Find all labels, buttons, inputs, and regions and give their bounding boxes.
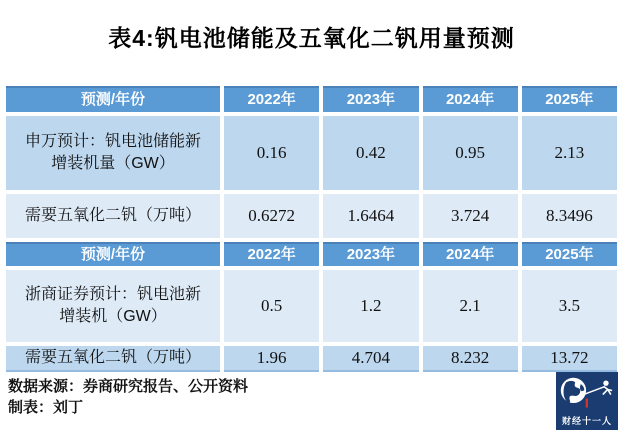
forecast-table [6,86,617,372]
table1-row1-label-line1: 申万预计：钒电池储能新 [24,133,201,151]
table1-row2-value-2023: 1.6464 [323,194,418,238]
table2-row1-value-2023: 1.2 [323,270,418,342]
table1-row1-value-2022: 0.16 [224,116,319,190]
table1-row1-label-line2: 增装机量（GW） [51,155,175,172]
table2-header-2023: 2023年 [323,242,418,266]
table2-row1-value-2025: 3.5 [522,270,617,342]
table1-row2-value-2022: 0.6272 [224,194,319,238]
table2-row2-value-2024: 8.232 [423,346,518,372]
table2-header-2025: 2025年 [522,242,617,266]
table1-row1-value-2025: 2.13 [522,116,617,190]
table1-row2-value-2025: 8.3496 [522,194,617,238]
caijing-eleven-logo [556,372,618,430]
table2-header-label: 预测/年份 [6,242,220,266]
table2-row1-label [6,270,220,342]
table2-row2-value-2022: 1.96 [224,346,319,372]
table1-row2-label: 需要五氧化二钒（万吨） [6,194,220,238]
table2-row1-label-line2: 增装机（GW） [59,308,167,325]
table2-header-2022: 2022年 [224,242,319,266]
table2-row1-value-2022: 0.5 [224,270,319,342]
table2-row2-value-2023: 4.704 [323,346,418,372]
table2-row1-label-line1: 浙商证券预计：钒电池新 [24,286,201,304]
table1-header-2024: 2024年 [423,86,518,112]
author-note: 制表：刘丁 [8,399,84,416]
table2-row2-label: 需要五氧化二钒（万吨） [6,346,220,372]
table1-header-label: 预测/年份 [6,86,220,112]
table2-row1-value-2024: 2.1 [423,270,518,342]
table2-header-2024: 2024年 [423,242,518,266]
table1-row1-value-2023: 0.42 [323,116,418,190]
globe-and-figure-icon [559,375,615,413]
logo-text: 财经十一人 [561,416,612,426]
table2-row2-value-2025: 13.72 [522,346,617,372]
table1-row1-label [6,116,220,190]
footer-notes [8,376,248,418]
table1-row2-value-2024: 3.724 [423,194,518,238]
table1-row1-value-2024: 0.95 [423,116,518,190]
table1-header-2022: 2022年 [224,86,319,112]
data-source-note: 数据来源：券商研究报告、公开资料 [8,378,249,395]
page-title: 表4:钒电池储能及五氧化二钒用量预测 [108,25,515,51]
table1-header-2023: 2023年 [323,86,418,112]
table1-header-2025: 2025年 [522,86,617,112]
